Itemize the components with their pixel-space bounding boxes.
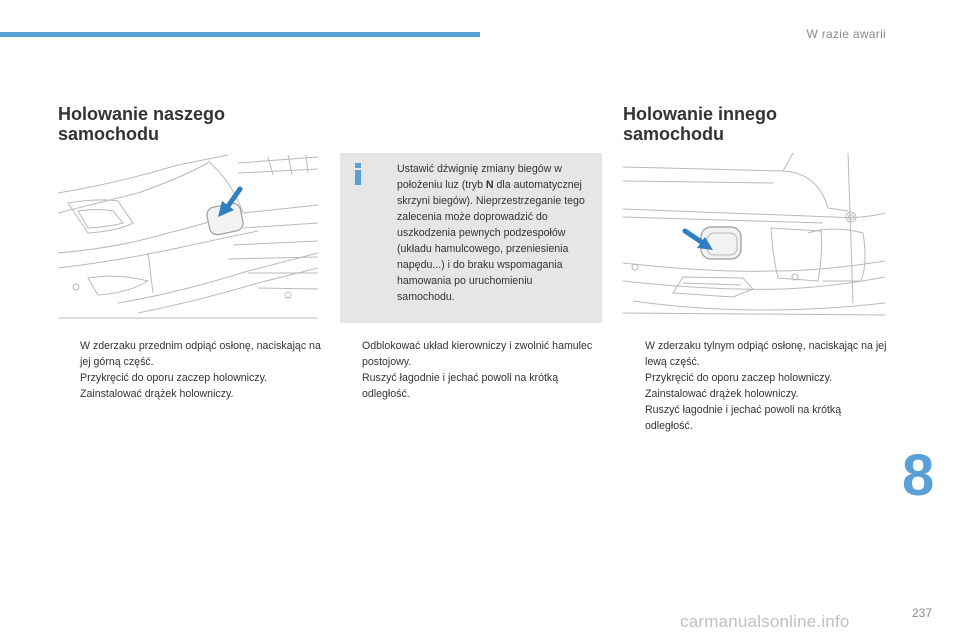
step-text: Ruszyć łagodnie i jechać powoli na krótką odległość. bbox=[362, 372, 559, 400]
list-item bbox=[623, 338, 887, 370]
step-text: W zderzaku przednim odpiąć osłonę, naciskając na jej górną część. bbox=[80, 340, 321, 368]
left-title bbox=[58, 104, 225, 144]
info-text-after: dla automatycznej skrzyni biegów). Nieprzestrzeganie tego zalecenia może doprowadzić do uszkodzenia pewnych podzespołów (układu hamulcowego, przeniesienia napędu...) i do braku wspomagania hamowania po uruchomieniu samochodu. bbox=[397, 179, 585, 303]
list-item bbox=[58, 370, 322, 386]
step-text: Przykręcić do oporu zaczep holowniczy. bbox=[80, 372, 268, 384]
left-title-line1: Holowanie naszego bbox=[58, 104, 226, 124]
right-title bbox=[623, 104, 777, 144]
chapter-number: 8 bbox=[902, 443, 935, 508]
step-text: Zainstalować drążek holowniczy. bbox=[80, 388, 234, 400]
watermark: carmanualsonline.info bbox=[680, 612, 850, 631]
list-item bbox=[340, 370, 606, 402]
step-text: Przykręcić do oporu zaczep holowniczy. bbox=[645, 372, 833, 384]
list-item bbox=[58, 386, 322, 402]
list-item bbox=[623, 386, 887, 402]
step-text: Ruszyć łagodnie i jechać powoli na krótką odległość. bbox=[645, 404, 842, 432]
step-text: W zderzaku tylnym odpiąć osłonę, naciskając na jej lewą część. bbox=[645, 340, 887, 368]
left-title-line2: samochodu bbox=[58, 124, 160, 144]
right-title-line1: Holowanie innego bbox=[623, 104, 778, 124]
page-number: 237 bbox=[911, 606, 932, 620]
step-text: Odblokować układ kierowniczy i zwolnić hamulec postojowy. bbox=[362, 340, 593, 368]
middle-steps-list bbox=[340, 338, 606, 402]
right-steps-list bbox=[623, 338, 887, 434]
step-text: Zainstalować drążek holowniczy. bbox=[645, 388, 799, 400]
right-title-line2: samochodu bbox=[623, 124, 725, 144]
info-text-before: Ustawić dźwignię zmiany biegów w położeniu luz (tryb bbox=[397, 163, 562, 191]
info-box bbox=[340, 153, 602, 323]
list-item bbox=[623, 370, 887, 386]
left-steps-list bbox=[58, 338, 322, 402]
section-header: W razie awarii bbox=[806, 27, 886, 41]
list-item bbox=[623, 402, 887, 434]
front-bumper-illustration bbox=[58, 153, 318, 325]
top-accent-bar bbox=[0, 32, 480, 37]
list-item bbox=[340, 338, 606, 370]
info-icon bbox=[350, 163, 366, 185]
list-item bbox=[58, 338, 322, 370]
info-gear-mode: N bbox=[485, 179, 494, 191]
rear-bumper-illustration bbox=[623, 153, 885, 325]
info-text bbox=[397, 161, 593, 305]
